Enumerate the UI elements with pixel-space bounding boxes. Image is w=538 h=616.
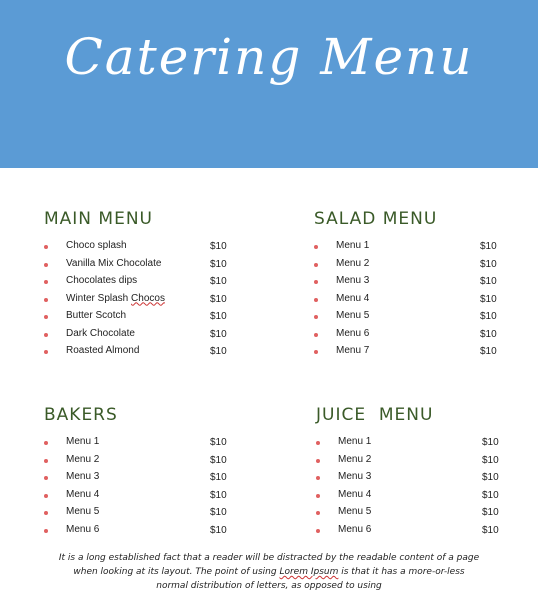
spellcheck-mark: Chocos: [131, 292, 165, 304]
item-name: Menu 3: [66, 471, 100, 482]
menu-item: [44, 239, 254, 257]
item-price: $10: [480, 328, 497, 340]
bullet-icon: [314, 315, 318, 319]
item-name: Menu 1: [66, 436, 100, 447]
bullet-icon: [316, 511, 320, 515]
bullet-icon: [44, 315, 48, 319]
item-price: $10: [482, 437, 499, 448]
item-price: $10: [210, 311, 227, 322]
item-price: $10: [482, 454, 499, 466]
menu-item: [314, 344, 524, 362]
item-name: Menu 4: [336, 292, 370, 304]
bullet-icon: [314, 245, 318, 249]
item-price: $10: [480, 293, 497, 305]
menu-item: [314, 239, 524, 257]
menu-item: [44, 292, 254, 310]
bullet-icon: [316, 441, 320, 445]
title-banner: [0, 0, 538, 168]
bullet-icon: [44, 298, 48, 302]
item-name: Menu 5: [338, 506, 372, 517]
menu-item: [314, 309, 524, 327]
item-name: Menu 2: [338, 453, 372, 465]
spellcheck-mark: Lorem Ipsum: [279, 567, 339, 577]
bullet-icon: [314, 333, 318, 337]
item-price: $10: [210, 328, 227, 340]
menu-item: [316, 435, 526, 453]
bullet-icon: [44, 350, 48, 354]
menu-item: [314, 257, 524, 275]
item-price: $10: [210, 346, 227, 357]
item-price: $10: [482, 507, 499, 518]
menu-item: [44, 344, 254, 362]
section-salad-menu: [314, 207, 524, 362]
item-price: $10: [210, 258, 227, 270]
footer-line: normal distribution of letters, as opposed to using: [156, 581, 382, 591]
menu-item: [316, 470, 526, 488]
item-name: Menu 6: [66, 523, 100, 535]
bullet-icon: [44, 245, 48, 249]
menu-item: [44, 453, 254, 471]
item-price: $10: [210, 489, 227, 501]
item-name: Winter Splash Chocos: [66, 292, 165, 304]
item-price: $10: [480, 346, 497, 357]
item-price: $10: [210, 276, 227, 287]
section-juice-menu: [316, 403, 526, 540]
section-title: MAIN MENU: [44, 209, 153, 229]
bullet-icon: [44, 494, 48, 498]
item-name: Menu 3: [336, 275, 370, 286]
bullet-icon: [314, 263, 318, 267]
item-name: Menu 2: [66, 453, 100, 465]
item-name: Menu 6: [338, 523, 372, 535]
bullet-icon: [44, 529, 48, 533]
bullet-icon: [316, 529, 320, 533]
menu-item: [44, 523, 254, 541]
bullet-icon: [316, 476, 320, 480]
menu-item: [44, 505, 254, 523]
bullet-icon: [314, 280, 318, 284]
item-name: Menu 7: [336, 345, 370, 356]
item-name: Menu 4: [338, 488, 372, 500]
item-name: Menu 2: [336, 257, 370, 269]
item-name: Menu 4: [66, 488, 100, 500]
bullet-icon: [314, 298, 318, 302]
item-price: $10: [210, 437, 227, 448]
footer-line: when looking at its layout. The point of using Lorem Ipsum is that it has a more-or-less: [73, 567, 465, 577]
item-name: Menu 1: [336, 240, 370, 251]
item-name: Dark Chocolate: [66, 327, 135, 339]
item-price: $10: [210, 241, 227, 252]
bullet-icon: [316, 494, 320, 498]
menu-item: [44, 488, 254, 506]
menu-item: [44, 257, 254, 275]
menu-item: [314, 327, 524, 345]
item-name: Menu 5: [336, 310, 370, 321]
bullet-icon: [44, 441, 48, 445]
footer-text: [52, 551, 486, 593]
item-price: $10: [210, 524, 227, 536]
item-price: $10: [482, 472, 499, 483]
menu-item: [44, 309, 254, 327]
bullet-icon: [44, 333, 48, 337]
item-name: Menu 5: [66, 506, 100, 517]
item-price: $10: [482, 524, 499, 536]
menu-item: [314, 274, 524, 292]
menu-item: [316, 453, 526, 471]
bullet-icon: [44, 459, 48, 463]
item-price: $10: [210, 454, 227, 466]
item-price: $10: [210, 293, 227, 305]
item-price: $10: [480, 311, 497, 322]
item-name: Chocolates dips: [66, 275, 138, 286]
bullet-icon: [44, 511, 48, 515]
menu-item: [314, 292, 524, 310]
section-title: SALAD MENU: [314, 209, 438, 229]
menu-item: [44, 327, 254, 345]
bullet-icon: [314, 350, 318, 354]
item-price: $10: [480, 258, 497, 270]
item-price: $10: [480, 276, 497, 287]
item-price: $10: [210, 507, 227, 518]
menu-item: [316, 523, 526, 541]
menu-item: [44, 435, 254, 453]
section-title: BAKERS: [44, 405, 118, 425]
item-name: Roasted Almond: [66, 345, 140, 356]
menu-item: [44, 274, 254, 292]
item-name: Menu 6: [336, 327, 370, 339]
section-main-menu: [44, 207, 254, 362]
section-bakers: [44, 403, 254, 540]
item-name: Menu 1: [338, 436, 372, 447]
bullet-icon: [316, 459, 320, 463]
bullet-icon: [44, 263, 48, 267]
item-name: Butter Scotch: [66, 310, 127, 321]
item-price: $10: [210, 472, 227, 483]
item-price: $10: [480, 241, 497, 252]
item-name: Vanilla Mix Chocolate: [66, 257, 162, 269]
section-title: JUICE MENU: [316, 405, 434, 425]
footer-line: It is a long established fact that a reader will be distracted by the readable content of a page: [58, 553, 480, 563]
item-name: Choco splash: [66, 240, 127, 251]
bullet-icon: [44, 476, 48, 480]
menu-item: [44, 470, 254, 488]
menu-item: [316, 488, 526, 506]
bullet-icon: [44, 280, 48, 284]
menu-item: [316, 505, 526, 523]
item-price: $10: [482, 489, 499, 501]
page-title: Catering Menu: [64, 28, 474, 86]
item-name: Menu 3: [338, 471, 372, 482]
